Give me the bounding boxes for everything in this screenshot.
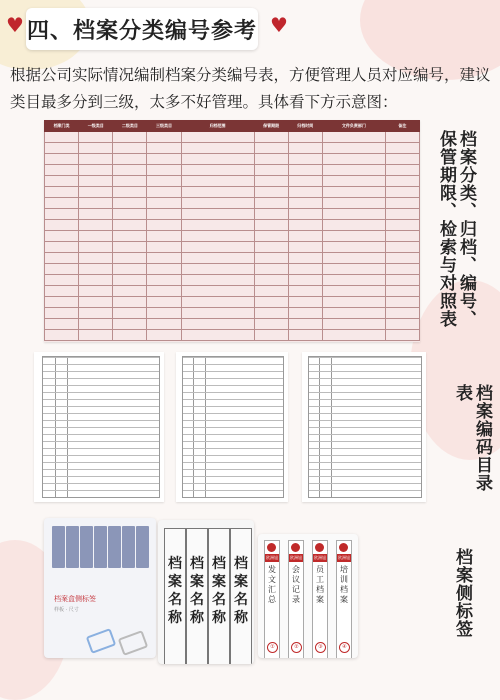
classification-table — [44, 120, 420, 341]
table-cell — [147, 275, 181, 286]
table-cell — [181, 308, 254, 319]
catalog-grid — [42, 356, 160, 498]
label-text: 培训档案 — [340, 565, 348, 604]
table-row — [45, 209, 420, 220]
table-cell — [45, 275, 79, 286]
label-number: ② — [291, 642, 302, 653]
table-cell — [385, 154, 419, 165]
table-header: 归档范围 — [181, 121, 254, 132]
table-cell — [181, 198, 254, 209]
page-title: 四、档案分类编号参考 — [26, 8, 258, 50]
table-cell — [45, 330, 79, 341]
table-cell — [322, 297, 385, 308]
folder-spines — [52, 518, 148, 578]
table-cell — [181, 319, 254, 330]
table-cell — [147, 143, 181, 154]
label-text: 会议记录 — [292, 565, 300, 604]
table-row — [45, 297, 420, 308]
table-cell — [147, 165, 181, 176]
table-cell — [147, 253, 181, 264]
section-label-catalog: 档案编码目录表 — [452, 384, 492, 492]
label-text: 员工档案 — [316, 565, 324, 604]
table-cell — [181, 187, 254, 198]
table-cell — [322, 154, 385, 165]
table-cell — [288, 275, 322, 286]
folder-spine — [136, 526, 149, 568]
table-cell — [113, 187, 147, 198]
table-cell — [288, 231, 322, 242]
table-row — [45, 242, 420, 253]
table-cell — [181, 242, 254, 253]
logo-icon — [291, 543, 300, 552]
catalog-sheet — [302, 352, 426, 502]
table-header: 一级类目 — [79, 121, 113, 132]
folder-spine — [108, 526, 121, 568]
folder-spine — [122, 526, 135, 568]
table-cell — [79, 319, 113, 330]
table-cell — [45, 143, 79, 154]
table-row — [45, 198, 420, 209]
label-header: 欧洲旭 — [338, 555, 350, 560]
table-cell — [322, 198, 385, 209]
logo-icon — [339, 543, 348, 552]
logo-icon — [315, 543, 324, 552]
label-header: 欧洲旭 — [290, 555, 302, 560]
spine-label — [208, 528, 230, 664]
spine-label — [230, 528, 252, 664]
catalog-grid — [182, 356, 284, 498]
table-cell — [288, 154, 322, 165]
table-cell — [322, 330, 385, 341]
card-subcaption: 样板 · 尺寸 — [54, 607, 79, 613]
table-cell — [322, 275, 385, 286]
table-cell — [181, 176, 254, 187]
table-cell — [181, 165, 254, 176]
table-cell — [322, 143, 385, 154]
table-cell — [79, 187, 113, 198]
table-cell — [254, 176, 288, 187]
table-cell — [385, 165, 419, 176]
table-row — [45, 330, 420, 341]
table-cell — [45, 286, 79, 297]
table-cell — [113, 253, 147, 264]
table-cell — [254, 154, 288, 165]
logo-icon — [267, 543, 276, 552]
table-cell — [45, 165, 79, 176]
table-cell — [288, 242, 322, 253]
table-cell — [288, 187, 322, 198]
table-cell — [254, 275, 288, 286]
table-cell — [79, 286, 113, 297]
table-cell — [385, 297, 419, 308]
table-row — [45, 286, 420, 297]
spine-label-text: 档案名称 — [190, 556, 204, 626]
table-cell — [322, 253, 385, 264]
folder-spine — [80, 526, 93, 568]
table-cell — [322, 242, 385, 253]
table-cell — [385, 330, 419, 341]
catalog-sheet — [34, 352, 164, 502]
table-cell — [147, 176, 181, 187]
table-row — [45, 187, 420, 198]
table-cell — [79, 209, 113, 220]
table-cell — [254, 297, 288, 308]
table-cell — [113, 286, 147, 297]
table-cell — [288, 220, 322, 231]
table-cell — [181, 154, 254, 165]
table-cell — [254, 330, 288, 341]
table-cell — [322, 231, 385, 242]
folder-spine — [94, 526, 107, 568]
table-cell — [147, 264, 181, 275]
table-cell — [113, 220, 147, 231]
table-cell — [79, 231, 113, 242]
table-cell — [288, 253, 322, 264]
table-cell — [288, 143, 322, 154]
spine-label-text: 档案名称 — [212, 556, 226, 626]
table-cell — [113, 154, 147, 165]
table-cell — [113, 319, 147, 330]
table-header: 文件负责部门 — [322, 121, 385, 132]
table-cell — [181, 253, 254, 264]
table-cell — [45, 154, 79, 165]
table-cell — [288, 165, 322, 176]
table-cell — [79, 308, 113, 319]
table-cell — [385, 275, 419, 286]
tag-icon — [118, 630, 149, 656]
table-header: 档案门类 — [45, 121, 79, 132]
table-cell — [45, 220, 79, 231]
table-header: 二级类目 — [113, 121, 147, 132]
table-cell — [254, 220, 288, 231]
label-header: 欧洲旭 — [266, 555, 278, 560]
table-cell — [113, 297, 147, 308]
table-cell — [79, 264, 113, 275]
classification-table-sheet — [44, 120, 420, 342]
spine-label — [312, 540, 328, 658]
table-cell — [322, 132, 385, 143]
section-label-classify: 档案分类、归档、编号、保管期限、检索与对照表 — [436, 130, 476, 328]
spine-label — [288, 540, 304, 658]
table-cell — [45, 187, 79, 198]
table-cell — [288, 308, 322, 319]
table-cell — [385, 220, 419, 231]
table-header: 备注 — [385, 121, 419, 132]
intro-text: 根据公司实际情况编制档案分类编号表，方便管理人员对应编号，建议类目最多分到三级，太多不好管理。具体看下方示意图： — [10, 66, 491, 111]
table-cell — [322, 319, 385, 330]
table-cell — [288, 264, 322, 275]
tag-icon — [86, 628, 117, 654]
catalog-grid — [308, 356, 422, 498]
table-cell — [322, 308, 385, 319]
section-label-spine: 档案侧标签 — [452, 548, 472, 638]
label-number: ③ — [315, 642, 326, 653]
spine-label-card — [258, 534, 358, 658]
table-cell — [385, 198, 419, 209]
spine-label-card — [44, 518, 156, 658]
table-cell — [79, 132, 113, 143]
table-cell — [79, 330, 113, 341]
table-cell — [147, 132, 181, 143]
table-cell — [322, 187, 385, 198]
table-cell — [322, 165, 385, 176]
table-cell — [45, 264, 79, 275]
table-cell — [45, 176, 79, 187]
table-cell — [385, 308, 419, 319]
table-cell — [113, 209, 147, 220]
table-cell — [181, 286, 254, 297]
folder-spine — [66, 526, 79, 568]
spine-label — [164, 528, 186, 664]
table-cell — [147, 297, 181, 308]
spine-label — [186, 528, 208, 664]
table-cell — [79, 253, 113, 264]
table-cell — [45, 132, 79, 143]
table-row — [45, 220, 420, 231]
table-header: 三级类目 — [147, 121, 181, 132]
table-cell — [385, 319, 419, 330]
table-cell — [147, 330, 181, 341]
table-cell — [385, 242, 419, 253]
table-cell — [288, 209, 322, 220]
table-cell — [147, 209, 181, 220]
spine-label — [264, 540, 280, 658]
table-cell — [79, 275, 113, 286]
table-cell — [45, 198, 79, 209]
table-cell — [288, 330, 322, 341]
table-cell — [385, 132, 419, 143]
table-cell — [147, 308, 181, 319]
label-text: 发文汇总 — [268, 565, 276, 604]
folder-spine — [52, 526, 65, 568]
table-cell — [254, 187, 288, 198]
table-header: 归档时间 — [288, 121, 322, 132]
table-cell — [254, 209, 288, 220]
table-cell — [385, 143, 419, 154]
table-cell — [147, 242, 181, 253]
spine-label-text: 档案名称 — [168, 556, 182, 626]
table-cell — [79, 165, 113, 176]
table-cell — [181, 231, 254, 242]
table-cell — [288, 319, 322, 330]
table-cell — [79, 297, 113, 308]
table-cell — [79, 220, 113, 231]
table-cell — [147, 198, 181, 209]
label-number: ① — [267, 642, 278, 653]
label-header: 欧洲旭 — [314, 555, 326, 560]
table-cell — [181, 220, 254, 231]
table-cell — [385, 187, 419, 198]
table-cell — [45, 308, 79, 319]
table-cell — [254, 242, 288, 253]
spine-label — [336, 540, 352, 658]
table-cell — [45, 209, 79, 220]
table-cell — [322, 176, 385, 187]
table-cell — [181, 209, 254, 220]
table-cell — [254, 165, 288, 176]
catalog-sheet — [176, 352, 288, 502]
table-row — [45, 253, 420, 264]
table-cell — [45, 253, 79, 264]
table-cell — [254, 319, 288, 330]
table-row — [45, 319, 420, 330]
table-cell — [385, 253, 419, 264]
table-cell — [113, 198, 147, 209]
table-cell — [181, 330, 254, 341]
table-cell — [322, 220, 385, 231]
table-cell — [254, 308, 288, 319]
table-row — [45, 264, 420, 275]
table-cell — [385, 209, 419, 220]
table-cell — [288, 297, 322, 308]
table-row — [45, 132, 420, 143]
table-cell — [288, 176, 322, 187]
table-cell — [254, 231, 288, 242]
table-cell — [79, 154, 113, 165]
table-cell — [288, 198, 322, 209]
table-cell — [322, 209, 385, 220]
table-cell — [113, 165, 147, 176]
table-cell — [147, 286, 181, 297]
table-cell — [385, 286, 419, 297]
table-cell — [181, 132, 254, 143]
table-cell — [147, 220, 181, 231]
table-cell — [79, 198, 113, 209]
table-cell — [79, 242, 113, 253]
table-row — [45, 165, 420, 176]
table-cell — [385, 231, 419, 242]
table-row — [45, 275, 420, 286]
table-cell — [113, 330, 147, 341]
table-cell — [113, 275, 147, 286]
table-cell — [113, 264, 147, 275]
heart-icon: ♥ — [270, 13, 288, 37]
table-cell — [113, 308, 147, 319]
table-cell — [113, 143, 147, 154]
label-number: ④ — [339, 642, 350, 653]
table-row — [45, 154, 420, 165]
table-cell — [45, 297, 79, 308]
table-cell — [254, 264, 288, 275]
table-cell — [385, 176, 419, 187]
table-cell — [79, 143, 113, 154]
table-cell — [254, 132, 288, 143]
table-row — [45, 231, 420, 242]
table-cell — [79, 176, 113, 187]
heart-icon: ♥ — [6, 13, 24, 37]
spine-label-text: 档案名称 — [234, 556, 248, 626]
table-row — [45, 176, 420, 187]
table-cell — [288, 286, 322, 297]
table-cell — [181, 264, 254, 275]
table-row — [45, 143, 420, 154]
table-cell — [45, 231, 79, 242]
table-cell — [181, 275, 254, 286]
table-cell — [322, 286, 385, 297]
table-cell — [113, 132, 147, 143]
table-cell — [147, 154, 181, 165]
table-cell — [254, 198, 288, 209]
table-row — [45, 308, 420, 319]
spine-label-card — [158, 520, 254, 664]
table-cell — [45, 242, 79, 253]
table-cell — [147, 319, 181, 330]
table-cell — [147, 187, 181, 198]
table-header: 保管期限 — [254, 121, 288, 132]
table-cell — [254, 286, 288, 297]
table-cell — [181, 143, 254, 154]
table-cell — [113, 242, 147, 253]
table-cell — [254, 143, 288, 154]
table-cell — [147, 231, 181, 242]
table-cell — [113, 176, 147, 187]
card-caption: 档案盒侧标签 — [54, 595, 96, 603]
table-cell — [113, 231, 147, 242]
table-cell — [45, 319, 79, 330]
table-cell — [385, 264, 419, 275]
table-cell — [288, 132, 322, 143]
table-cell — [322, 264, 385, 275]
table-cell — [181, 297, 254, 308]
table-cell — [254, 253, 288, 264]
